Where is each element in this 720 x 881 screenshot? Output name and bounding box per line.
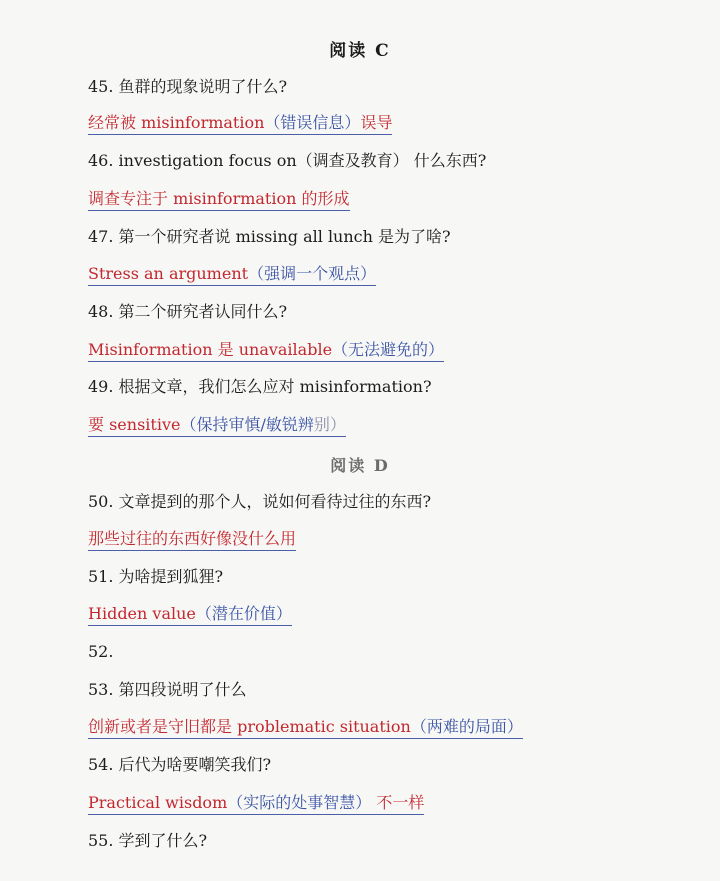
answer-51-main: Hidden value: [88, 604, 196, 623]
answer-47-note: （强调一个观点）: [248, 264, 377, 283]
question-50: 50. 文章提到的那个人，说如何看待过往的东西?: [88, 492, 432, 511]
question-55: 55. 学到了什么?: [88, 831, 208, 850]
answer-49-note: （保持审慎/敏锐辨: [180, 415, 314, 434]
section-title-c: 阅读 C: [329, 41, 391, 61]
answer-51-note: （潜在价值）: [195, 604, 292, 623]
question-52: 52.: [88, 642, 114, 661]
answer-53: [88, 716, 523, 738]
answer-54-tail: 不一样: [371, 793, 425, 812]
answer-49-tail: 别）: [313, 415, 346, 434]
answer-50: [88, 528, 296, 550]
question-53: 53. 第四段说明了什么: [88, 680, 247, 699]
answer-47-main: Stress an argument: [88, 264, 249, 283]
question-49: 49. 根据文章，我们怎么应对 misinformation?: [88, 377, 432, 396]
question-45: 45. 鱼群的现象说明了什么?: [88, 77, 288, 96]
answer-54-main: Practical wisdom: [88, 793, 228, 812]
answer-49: [88, 414, 346, 436]
answer-54: [88, 792, 424, 814]
answer-45-tail: 误导: [360, 113, 393, 132]
answer-53-note: （两难的局面）: [410, 717, 523, 736]
answer-48: [88, 339, 444, 361]
section-title-d: 阅读 D: [330, 456, 390, 475]
answer-45-note: （错误信息）: [264, 113, 361, 132]
answer-48-note: （无法避免的）: [332, 340, 445, 359]
answer-54-note: （实际的处事智慧）: [227, 793, 372, 812]
answer-45-main: 经常被 misinformation: [88, 113, 265, 132]
answer-46: [88, 188, 350, 210]
answer-46-main: 调查专注于 misinformation 的形成: [88, 189, 350, 208]
answer-45: [88, 112, 392, 134]
answer-48-main: Misinformation 是 unavailable: [88, 340, 333, 359]
question-46: 46. investigation focus on（调查及教育） 什么东西?: [88, 151, 487, 170]
question-51: 51. 为啥提到狐狸?: [88, 567, 224, 586]
question-48: 48. 第二个研究者认同什么?: [88, 302, 288, 321]
answer-50-main: 那些过往的东西好像没什么用: [88, 529, 297, 548]
question-47: 47. 第一个研究者说 missing all lunch 是为了啥?: [88, 227, 451, 246]
answer-47: [88, 263, 376, 285]
answer-49-main: 要 sensitive: [88, 415, 181, 434]
answer-51: [88, 603, 292, 625]
question-54: 54. 后代为啥要嘲笑我们?: [88, 755, 272, 774]
answer-53-main: 创新或者是守旧都是 problematic situation: [88, 717, 411, 736]
